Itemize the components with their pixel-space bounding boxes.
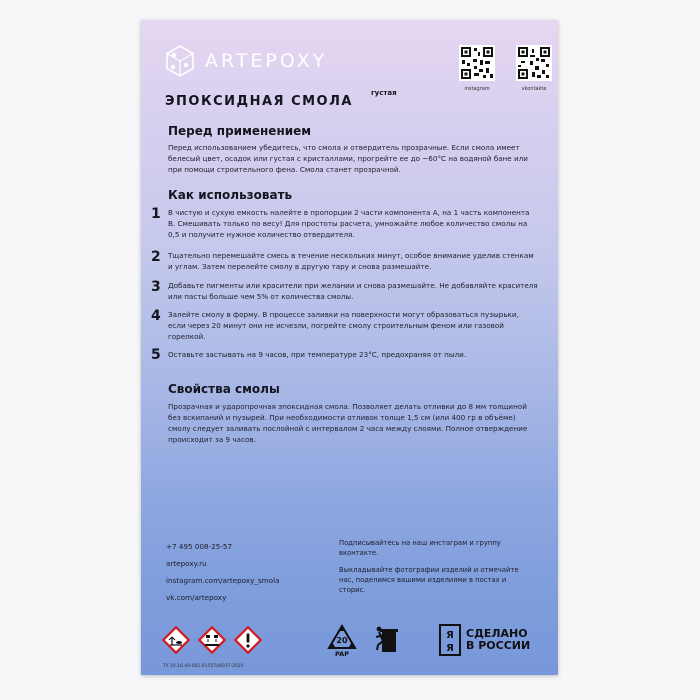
brand-logo — [163, 44, 327, 78]
section-title-before: Перед применением — [168, 124, 312, 138]
instruction-sheet — [141, 20, 558, 675]
instagram-qr-icon[interactable] — [459, 45, 495, 81]
section-title-howto: Как использовать — [168, 188, 293, 202]
vkontakte-qr-icon[interactable] — [516, 45, 552, 81]
step-text-4: Залейте смолу в форму. В процессе заливки на поверхности могут образоваться пузырьки, если через 20 минут они не исчезли, погрейте смолу строительным феном или газовой горелкой. — [168, 310, 519, 341]
made-in-line-1: СДЕЛАНО — [466, 627, 528, 640]
contact-vk[interactable]: vk.com/artepoxy — [166, 593, 227, 602]
qr-label-instagram: instagram — [464, 86, 490, 92]
recycle-code: PAP — [335, 650, 349, 657]
section-text-before: Перед использованием убедитесь, что смола и отвердитель прозрачные. Если смола имеет белесый цвет, осадок или густая с кристаллами, прогрейте ее до ~60°С на водяной бане или при помощи строительного фена. Смола станет прозрачной. — [168, 143, 528, 174]
hazard-pictograms — [161, 625, 263, 655]
contact-instagram[interactable]: instagram.com/artepoxy_smola — [166, 576, 280, 585]
section-title-properties: Свойства смолы — [168, 382, 280, 396]
step-text-3: Добавьте пигменты или красители при желании и снова размешайте. Не добавляйте красителя или пасты больше чем 5% от количества смолы. — [168, 281, 538, 301]
contact-website[interactable]: artepoxy.ru — [166, 559, 207, 568]
social-share: Выкладывайте фотографии изделий и отмечайте нас, поделимся вашими изделиями в постах и сторис. — [339, 566, 519, 594]
step-text-5: Оставьте застывать на 9 часов, при температуре 23°С, предохраняя от пыли. — [168, 350, 467, 359]
made-in-line-2: В РОССИИ — [466, 639, 531, 652]
trash-mark — [373, 623, 403, 661]
social-subscribe: Подписывайтесь на наш инстаграм и группу вконтакте. — [339, 539, 501, 557]
recycle-number: 20 — [336, 636, 348, 645]
svg-text:Я: Я — [446, 630, 454, 641]
environment-hazard-icon — [161, 625, 191, 655]
social-text — [339, 538, 529, 602]
step-number-5: 5 — [151, 347, 161, 363]
step-number-4: 4 — [151, 308, 161, 324]
recycle-mark — [325, 623, 359, 661]
made-in-russia-logo-icon — [439, 624, 461, 656]
brand-name: ARTEPOXY — [205, 50, 328, 72]
svg-text:Я: Я — [446, 643, 454, 654]
step-number-3: 3 — [151, 279, 161, 295]
step-number-2: 2 — [151, 249, 161, 265]
contacts-list — [166, 538, 279, 606]
spec-code: ТУ 20.16.40-002-01557460З7-2020 — [163, 664, 244, 669]
product-title: ЭПОКСИДНАЯ СМОЛА — [165, 94, 353, 109]
trash-bin-icon — [373, 623, 403, 657]
step-number-1: 1 — [151, 206, 161, 222]
section-text-properties: Прозрачная и ударопрочная эпоксидная смола. Позволяет делать отливки до 8 мм толщиной без вскипаний и пузырей. При необходимости отливок толще 1,5 см (или 400 гр в объёме) смолу следует заливать послойной с интервалом 2 часа между слоями. Полное отверждение происходит за 9 часов. — [168, 402, 528, 444]
warning-exclamation-icon — [233, 625, 263, 655]
product-subtitle: густая — [371, 89, 397, 97]
recycle-icon — [325, 623, 359, 657]
made-in-russia-mark — [439, 624, 530, 656]
corrosive-hazard-icon — [197, 625, 227, 655]
step-text-2: Тщательно перемешайте смесь в течение нескольких минут, особое внимание уделив стенкам и углам. Затем перелейте смолу в другую тару и снова размешайте. — [168, 251, 534, 271]
artepoxy-logo-icon — [163, 44, 197, 78]
qr-label-vkontakte: vkontakte — [521, 86, 547, 92]
contact-phone[interactable]: +7 495 008-25-57 — [166, 542, 233, 551]
step-text-1: В чистую и сухую емкость налейте в пропорции 2 части компонента А, на 1 часть компонента В. Смешивать только по весу! Для простоты расчета, умножайте любое количество смолы на 0,5 и получите нужное количество отвердителя. — [168, 208, 530, 239]
